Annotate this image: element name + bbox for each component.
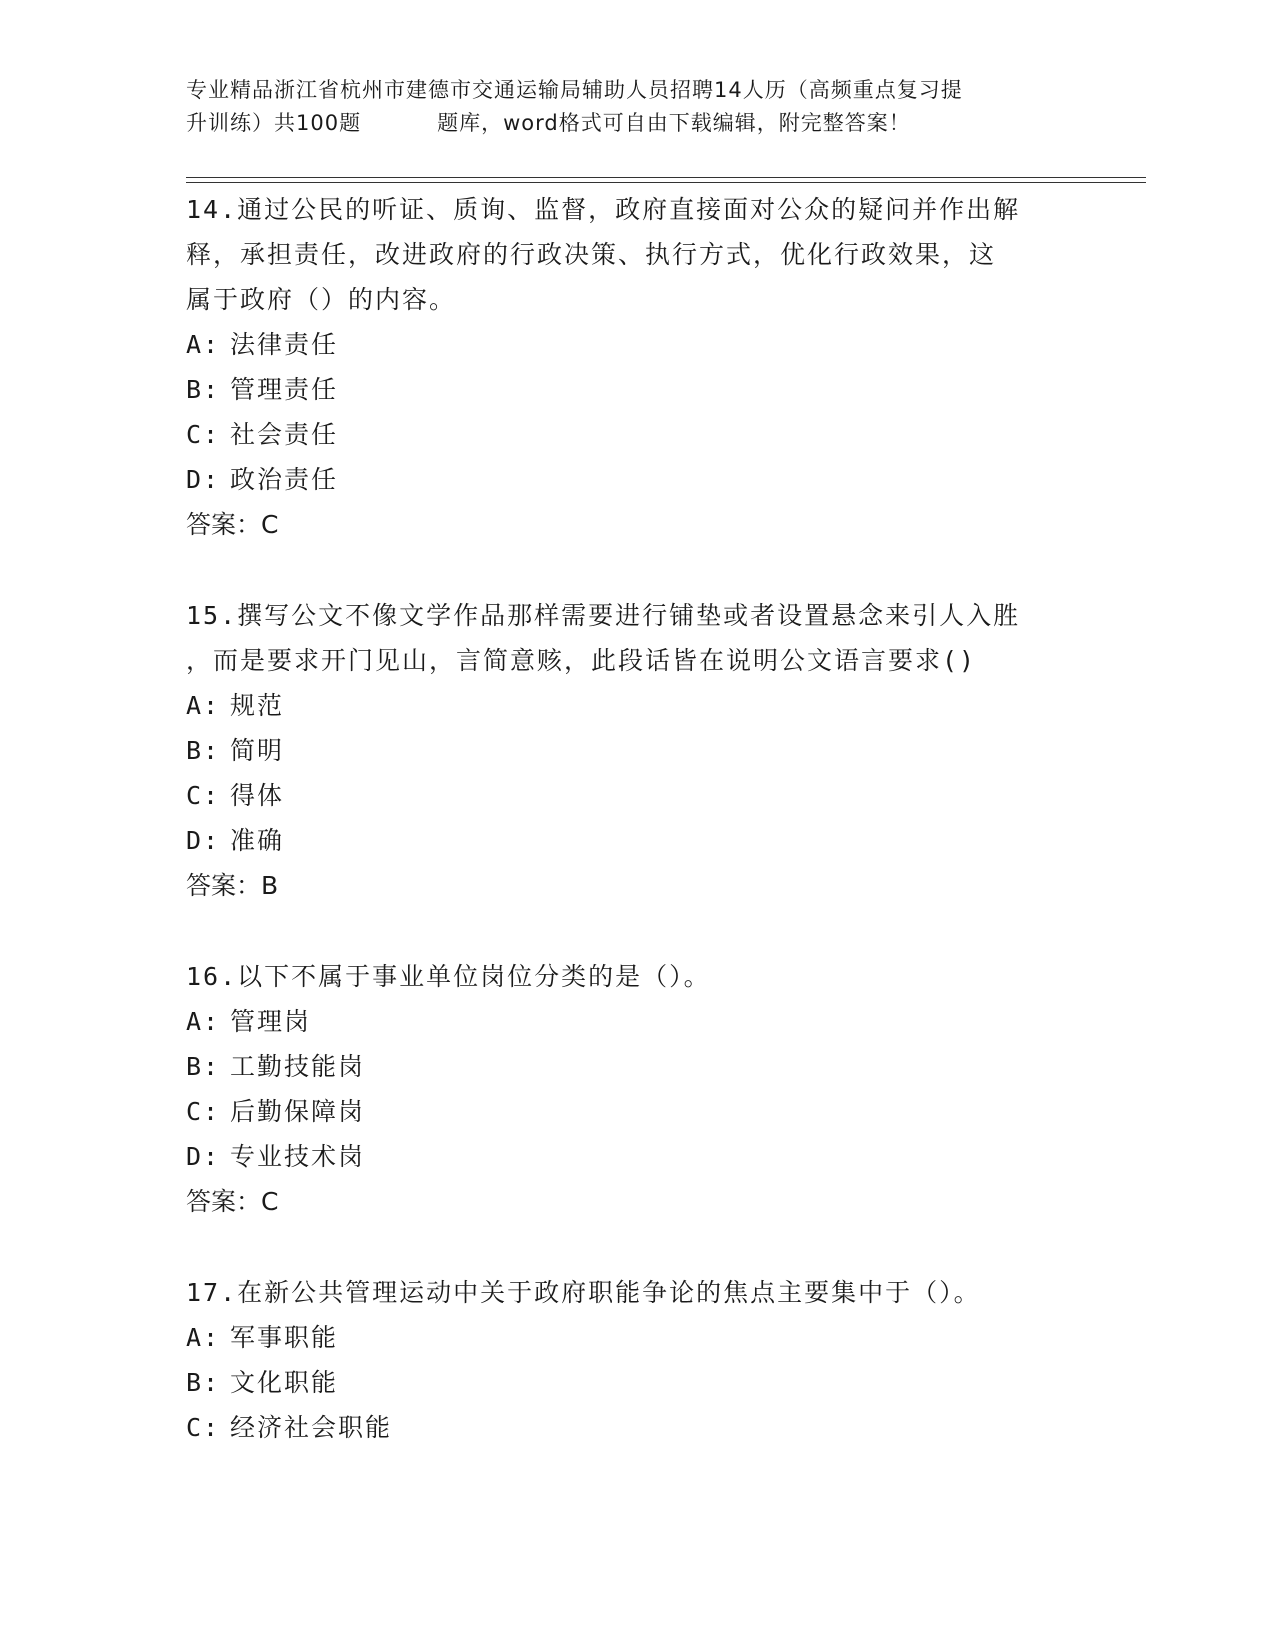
question-line: 17.在新公共管理运动中关于政府职能争论的焦点主要集中于（）。 bbox=[186, 1278, 981, 1307]
header-divider-top bbox=[186, 177, 1146, 178]
option-text: 文化职能 bbox=[230, 1368, 339, 1397]
option-a bbox=[186, 1315, 1086, 1360]
option-letter: B: bbox=[186, 736, 221, 765]
option-a bbox=[186, 322, 1086, 367]
option-letter: B: bbox=[186, 1368, 221, 1397]
option-letter: C: bbox=[186, 1413, 221, 1442]
option-text: 政治责任 bbox=[230, 465, 339, 494]
document-header bbox=[186, 74, 1086, 140]
option-letter: D: bbox=[186, 826, 221, 855]
option-letter: D: bbox=[186, 1142, 221, 1171]
option-letter: A: bbox=[186, 330, 221, 359]
option-letter: B: bbox=[186, 375, 221, 404]
option-text: 得体 bbox=[230, 781, 285, 810]
header-line-2-part-1: 升训练）共100题 bbox=[186, 111, 362, 135]
question-list bbox=[186, 187, 1086, 1450]
header-line-2-part-2: 题库，word格式可自由下载编辑，附完整答案！ bbox=[437, 111, 911, 135]
header-line-2 bbox=[186, 107, 1086, 140]
header-line-1: 专业精品浙江省杭州市建德市交通运输局辅助人员招聘14人历（高频重点复习提 bbox=[186, 78, 963, 102]
question-line: 15.撰写公文不像文学作品那样需要进行铺垫或者设置悬念来引人入胜 bbox=[186, 601, 1021, 630]
option-text: 社会责任 bbox=[230, 420, 339, 449]
option-d bbox=[186, 457, 1086, 502]
answer-line: 答案：B bbox=[186, 871, 279, 900]
question-text bbox=[186, 954, 1086, 999]
option-text: 工勤技能岗 bbox=[230, 1052, 366, 1081]
option-c bbox=[186, 412, 1086, 457]
answer-line: 答案：C bbox=[186, 1187, 279, 1216]
question-text bbox=[186, 593, 1086, 683]
option-text: 后勤保障岗 bbox=[230, 1097, 366, 1126]
option-letter: A: bbox=[186, 1007, 221, 1036]
option-letter: D: bbox=[186, 465, 221, 494]
answer-line: 答案：C bbox=[186, 510, 279, 539]
question-line: 释，承担责任，改进政府的行政决策、执行方式，优化行政效果，这 bbox=[186, 240, 997, 269]
option-letter: A: bbox=[186, 691, 221, 720]
option-b bbox=[186, 1044, 1086, 1089]
option-text: 法律责任 bbox=[230, 330, 339, 359]
option-text: 军事职能 bbox=[230, 1323, 339, 1352]
option-d bbox=[186, 818, 1086, 863]
question-line: ，而是要求开门见山，言简意赅，此段话皆在说明公文语言要求() bbox=[186, 646, 977, 675]
option-text: 专业技术岗 bbox=[230, 1142, 366, 1171]
option-letter: C: bbox=[186, 420, 221, 449]
option-b bbox=[186, 367, 1086, 412]
option-letter: C: bbox=[186, 1097, 221, 1126]
question-line: 属于政府（）的内容。 bbox=[186, 285, 457, 314]
question-text bbox=[186, 187, 1086, 322]
question-15 bbox=[186, 593, 1086, 908]
option-c bbox=[186, 1089, 1086, 1134]
option-text: 准确 bbox=[230, 826, 285, 855]
question-14 bbox=[186, 187, 1086, 547]
question-16 bbox=[186, 954, 1086, 1224]
option-c bbox=[186, 1405, 1086, 1450]
question-line: 16.以下不属于事业单位岗位分类的是（）。 bbox=[186, 962, 711, 991]
option-letter: C: bbox=[186, 781, 221, 810]
option-b bbox=[186, 728, 1086, 773]
option-letter: B: bbox=[186, 1052, 221, 1081]
option-text: 管理岗 bbox=[230, 1007, 312, 1036]
option-text: 管理责任 bbox=[230, 375, 339, 404]
question-17 bbox=[186, 1270, 1086, 1450]
option-a bbox=[186, 683, 1086, 728]
option-a bbox=[186, 999, 1086, 1044]
option-b bbox=[186, 1360, 1086, 1405]
option-text: 简明 bbox=[230, 736, 285, 765]
option-d bbox=[186, 1134, 1086, 1179]
option-c bbox=[186, 773, 1086, 818]
question-text bbox=[186, 1270, 1086, 1315]
question-line: 14.通过公民的听证、质询、监督，政府直接面对公众的疑问并作出解 bbox=[186, 195, 1021, 224]
option-text: 经济社会职能 bbox=[230, 1413, 393, 1442]
header-divider-bottom bbox=[186, 182, 1146, 183]
option-text: 规范 bbox=[230, 691, 285, 720]
option-letter: A: bbox=[186, 1323, 221, 1352]
